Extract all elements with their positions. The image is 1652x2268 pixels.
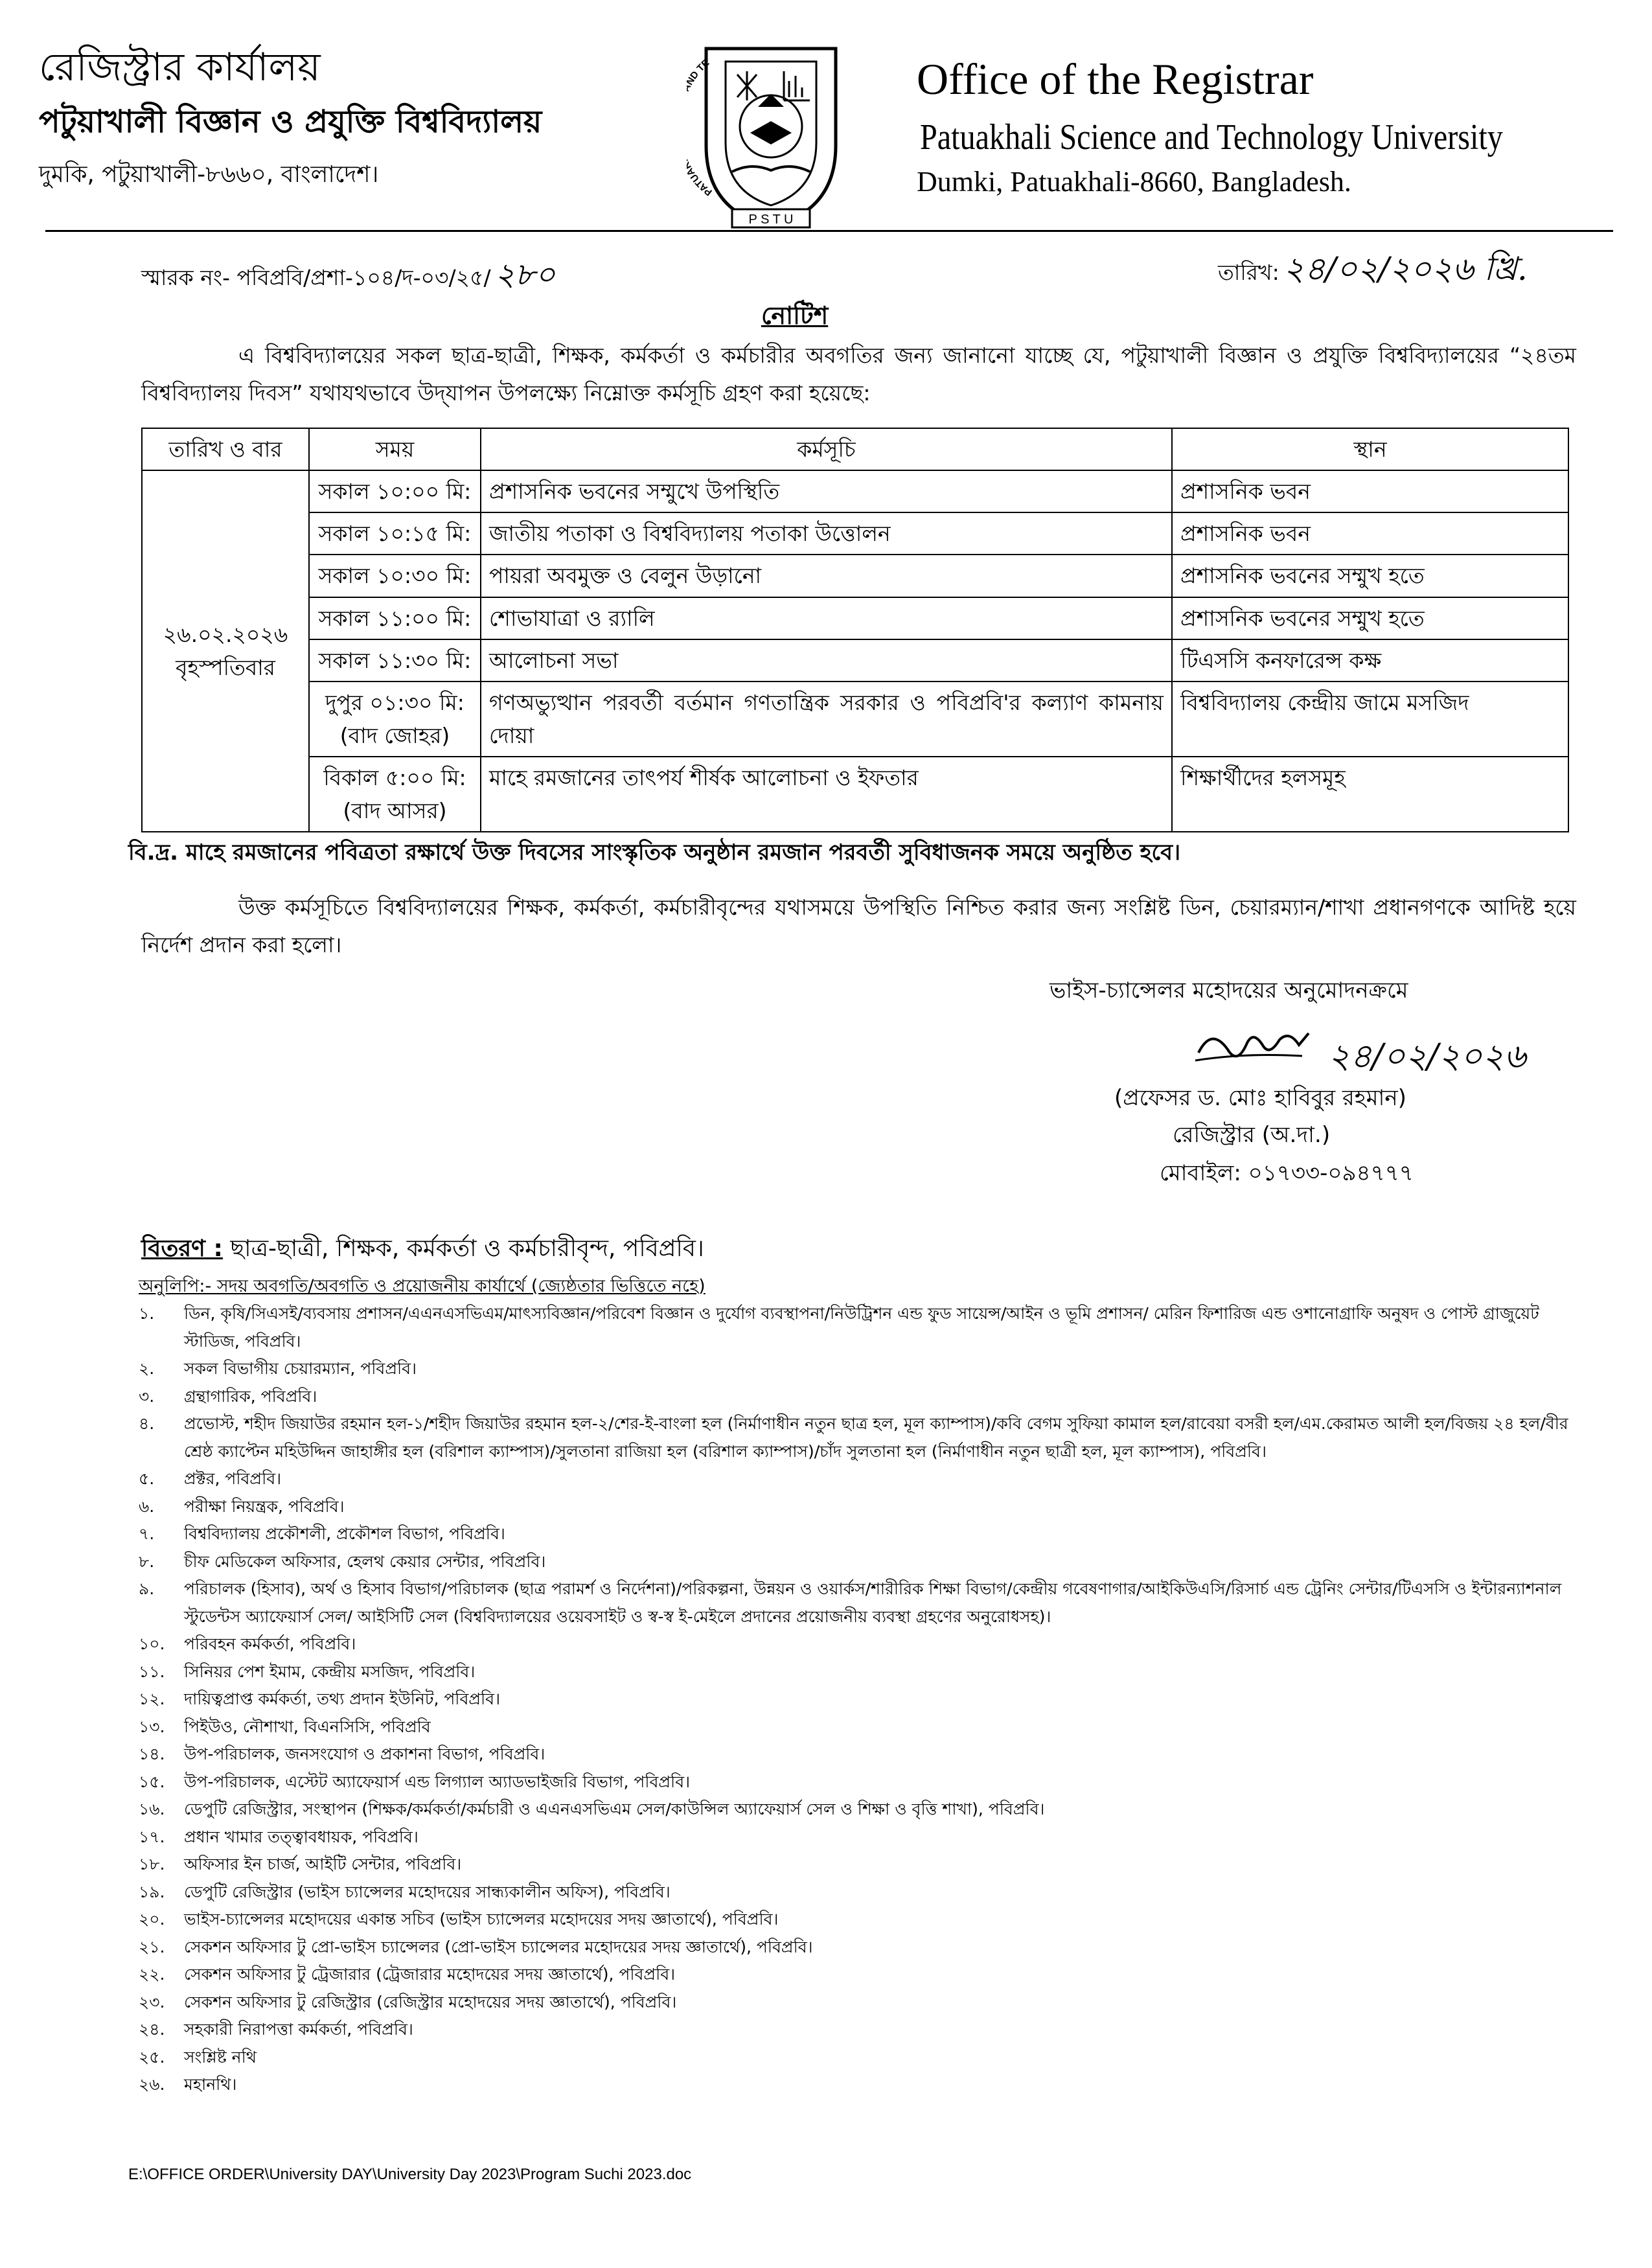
copy-heading: অনুলিপি:- সদয় অবগতি/অবগতি ও প্রয়োজনীয় কার্যার্থে (জ্যেষ্ঠতার ভিত্তিতে নহে): [139, 1276, 706, 1296]
list-item: ২৬. মহানথি।: [139, 2075, 237, 2094]
memo-date: [1218, 245, 1528, 299]
venue-cell: প্রশাসনিক ভবনের সম্মুখ হতে: [1172, 555, 1568, 597]
notice-intro: এ বিশ্ববিদ্যালয়ের সকল ছাত্র-ছাত্রী, শিক্ষক, কর্মকর্তা ও কর্মচারীর অবগতির জন্য জানানো যাচ্ছে যে, পটুয়াখালী বিজ্ঞান ও প্রযুক্তি বিশ্ববিদ্যালয়ের “২৪তম বিশ্ববিদ্যালয় দিবস” যথাযথভাবে উদ্‌যাপন উপলক্ষ্যে নিম্নোক্ত কর্মসূচি গ্রহণ করা হয়েছে:: [141, 343, 1576, 406]
memo-ref-number: ২৮০: [494, 257, 556, 293]
signature-date: ২৪/০২/২০২৬: [1328, 1037, 1526, 1076]
time-cell: সকাল ১০:৩০ মি:: [309, 555, 481, 597]
time-cell: [309, 757, 481, 832]
notice-title: নোটিশ: [761, 301, 829, 330]
instruction-text: উক্ত কর্মসূচিতে বিশ্ববিদ্যালয়ের শিক্ষক, কর্মকর্তা, কর্মচারীবৃন্দের যথাসময়ে উপস্থিতি নিশ্চিত করার জন্য সংশ্লিষ্ট ডিন, চেয়ারম্যান/শাখা প্রধানগণকে আদিষ্ট হয়ে নির্দেশ প্রদান করা হলো।: [141, 895, 1576, 957]
signatory-name: (প্রফেসর ড. মোঃ হাবিবুর রহমান): [1114, 1085, 1406, 1111]
en-office-title: Office of the Registrar: [917, 54, 1314, 104]
table-row: [142, 597, 1568, 639]
list-item: ১. ডিন, কৃষি/সিএসই/ব্যবসায় প্রশাসন/এএনএসভিএম/মাৎস্যবিজ্ঞান/পরিবেশ বিজ্ঞান ও দুর্যোগ ব্যবস্থাপনা/নিউট্রিশন এন্ড ফুড সায়েন্স/আইন ও ভূমি প্রশাসন/ মেরিন ফিশারিজ এন্ড ওশানোগ্রাফি অনুষদ ও পোস্ট গ্রাজুয়েট স্টাডিজ, পবিপ্রবি।: [139, 1304, 1539, 1351]
en-university-name: Patuakhali Science and Technology University: [920, 117, 1503, 157]
list-item: ১৭. প্রধান খামার তত্ত্বাবধায়ক, পবিপ্রবি।: [139, 1827, 419, 1846]
col-header-venue: স্থান: [1172, 428, 1568, 470]
list-item: ২৫. সংশ্লিষ্ট নথি: [139, 2047, 257, 2067]
schedule-table: [141, 428, 1569, 832]
memo-ref-label: স্মারক নং- পবিপ্রবি/প্রশা-১০৪/দ-০৩/২৫/: [141, 265, 491, 290]
distribution-label: বিতরণ :: [141, 1235, 223, 1262]
table-row: [142, 639, 1568, 682]
time-cell: [309, 682, 481, 757]
memo-ref: [141, 251, 555, 303]
time-value: দুপুর ০১:৩০ মি:: [325, 689, 465, 715]
time-cell: সকাল ১০:০০ মি:: [309, 470, 481, 512]
copy-list: [139, 1300, 1583, 2099]
list-item: ১১. সিনিয়র পেশ ইমাম, কেন্দ্রীয় মসজিদ, পবিপ্রবি।: [139, 1662, 476, 1681]
list-item: ১২. দায়িত্বপ্রাপ্ত কর্মকর্তা, তথ্য প্রদান ইউনিট, পবিপ্রবি।: [139, 1690, 501, 1708]
logo-arc-text: PATU D TE: [688, 57, 715, 198]
footer-file-path: E:\OFFICE ORDER\University DAY\University Day 2023\Program Suchi 2023.doc: [128, 2166, 692, 2183]
table-row: [142, 757, 1568, 832]
list-item: ২০. ভাইস-চ্যান্সেলর মহোদয়ের একান্ত সচিব (ভাইস চ্যান্সেলর মহোদয়ের সদয় জ্ঞাতার্থে), পবিপ্রবি।: [139, 1910, 779, 1929]
col-header-date: তারিখ ও বার: [142, 428, 309, 470]
signatory-designation: রেজিস্ট্রার (অ.দা.): [1173, 1122, 1331, 1148]
table-row: [142, 682, 1568, 757]
university-logo-icon: [687, 36, 855, 230]
memo-date-value: ২৪/০২/২০২৬ খ্রি.: [1283, 250, 1528, 288]
program-cell: শোভাযাত্রা ও র‍্যালি: [481, 597, 1172, 639]
venue-cell: শিক্ষার্থীদের হলসমূহ: [1172, 757, 1568, 832]
table-row: [142, 555, 1568, 597]
header-divider: [45, 230, 1613, 232]
time-cell: সকাল ১১:০০ মি:: [309, 597, 481, 639]
venue-cell: প্রশাসনিক ভবন: [1172, 470, 1568, 512]
time-value: বিকাল ৫:০০ মি:: [323, 765, 466, 791]
list-item: ৮. চীফ মেডিকেল অফিসার, হেলথ কেয়ার সেন্টার, পবিপ্রবি।: [139, 1552, 546, 1571]
venue-cell: টিএসসি কনফারেন্স কক্ষ: [1172, 639, 1568, 682]
program-cell: জাতীয় পতাকা ও বিশ্ববিদ্যালয় পতাকা উত্তোলন: [481, 512, 1172, 555]
list-item: ৯. পরিচালক (হিসাব), অর্থ ও হিসাব বিভাগ/পরিচালক (ছাত্র পরামর্শ ও নির্দেশনা)/পরিকল্পনা, উন্নয়ন ও ওয়ার্কস/শারীরিক শিক্ষা বিভাগ/কেন্দ্রীয় গবেষণাগার/আইকিউএসি/রিসার্চ এন্ড ট্রেনিং সেন্টার/টিএসসি ও ইন্টারন্যাশনাল স্টুডেন্টস অ্যাফেয়ার্স সেল/ আইসিটি সেল (বিশ্ববিদ্যালয়ের ওয়েবসাইট ও স্ব-স্ব ই-মেইলে প্রদানের প্রয়োজনীয় ব্যবস্থা গ্রহণের অনুরোধসহ)।: [139, 1579, 1562, 1626]
bn-office-title: রেজিস্ট্রার কার্যালয়: [39, 45, 321, 90]
university-logo: [687, 36, 855, 230]
bn-university-name: পটুয়াখালী বিজ্ঞান ও প্রযুক্তি বিশ্ববিদ্যালয়: [39, 104, 542, 140]
venue-cell: প্রশাসনিক ভবনের সম্মুখ হতে: [1172, 597, 1568, 639]
list-item: ১৯. ডেপুটি রেজিস্ট্রার (ভাইস চ্যান্সেলর মহোদয়ের সান্ধ্যকালীন অফিস), পবিপ্রবি।: [139, 1882, 671, 1901]
event-day: বৃহস্পতিবার: [176, 655, 275, 681]
list-item: ৩. গ্রন্থাগারিক, পবিপ্রবি।: [139, 1386, 317, 1406]
list-item: ২২. সেকশন অফিসার টু ট্রেজারার (ট্রেজারার মহোদয়ের সদয় জ্ঞাতার্থে), পবিপ্রবি।: [139, 1965, 676, 1984]
distribution: [141, 1231, 704, 1270]
program-cell: মাহে রমজানের তাৎপর্য শীর্ষক আলোচনা ও ইফতার: [481, 757, 1172, 832]
list-item: ২১. সেকশন অফিসার টু প্রো-ভাইস চ্যান্সেলর (প্রো-ভাইস চ্যান্সেলর মহোদয়ের সদয় জ্ঞাতার্থে), পবিপ্রবি।: [139, 1937, 813, 1956]
list-item: ১০. পরিবহন কর্মকর্তা, পবিপ্রবি।: [139, 1634, 356, 1653]
venue-cell: বিশ্ববিদ্যালয় কেন্দ্রীয় জামে মসজিদ: [1172, 682, 1568, 757]
table-row: [142, 512, 1568, 555]
program-cell: গণঅভ্যুত্থান পরবর্তী বর্তমান গণতান্ত্রিক সরকার ও পবিপ্রবি'র কল্যাণ কামনায় দোয়া: [481, 682, 1172, 757]
distribution-text: ছাত্র-ছাত্রী, শিক্ষক, কর্মকর্তা ও কর্মচারীবৃন্দ, পবিপ্রবি।: [230, 1235, 704, 1262]
time-note: (বাদ জোহর): [339, 722, 450, 748]
col-header-time: সময়: [309, 428, 481, 470]
program-cell: প্রশাসনিক ভবনের সম্মুখে উপস্থিতি: [481, 470, 1172, 512]
signatory-mobile: মোবাইল: ০১৭৩৩-০৯৪৭৭৭: [1160, 1160, 1414, 1186]
event-date: ২৬.০২.২০২৬: [163, 622, 288, 648]
venue-cell: প্রশাসনিক ভবন: [1172, 512, 1568, 555]
memo-date-label: তারিখ:: [1218, 260, 1279, 285]
program-cell: পায়রা অবমুক্ত ও বেলুন উড়ানো: [481, 555, 1172, 597]
time-note: (বাদ আসর): [343, 798, 447, 824]
list-item: ৭. বিশ্ববিদ্যালয় প্রকৌশলী, প্রকৌশল বিভাগ, পবিপ্রবি।: [139, 1524, 505, 1543]
list-item: ৬. পরীক্ষা নিয়ন্ত্রক, পবিপ্রবি।: [139, 1496, 345, 1516]
time-cell: সকাল ১১:৩০ মি:: [309, 639, 481, 682]
nb-note: বি.দ্র. মাহে রমজানের পবিত্রতা রক্ষার্থে উক্ত দিবসের সাংস্কৃতিক অনুষ্ঠান রমজান পরবর্তী সুবিধাজনক সময়ে অনুষ্ঠিত হবে।: [128, 840, 1181, 865]
list-item: ২৩. সেকশন অফিসার টু রেজিস্ট্রার (রেজিস্ট্রার মহোদয়ের সদয় জ্ঞাতার্থে), পবিপ্রবি।: [139, 1992, 677, 2011]
time-cell: সকাল ১০:১৫ মি:: [309, 512, 481, 555]
list-item: ১৩. পিইউও, নৌশাখা, বিএনসিসি, পবিপ্রবি: [139, 1717, 431, 1736]
list-item: ১৬. ডেপুটি রেজিস্ট্রার, সংস্থাপন (শিক্ষক/কর্মকর্তা/কর্মচারী ও এএনএসভিএম সেল/কাউন্সিল অ্যাফেয়ার্স সেল ও শিক্ষা ও বৃত্তি শাখা), পবিপ্রবি।: [139, 1800, 1045, 1818]
table-row: [142, 470, 1568, 512]
approval-line: ভাইস-চ্যান্সেলর মহোদয়ের অনুমোদনক্রমে: [1050, 978, 1408, 1003]
list-item: ৪. প্রভোস্ট, শহীদ জিয়াউর রহমান হল-১/শহীদ জিয়াউর রহমান হল-২/শের-ই-বাংলা হল (নির্মাণাধীন নতুন ছাত্র হল, মূল ক্যাম্পাস)/কবি বেগম সুফিয়া কামাল হল/রাবেয়া বসরী হল/এম.কেরামত আলী হল/বিজয় ২৪ হল/বীর শ্রেষ্ঠ ক্যাপ্টেন মহিউদ্দিন জাহাঙ্গীর হল (বরিশাল ক্যাম্পাস)/সুলতানা রাজিয়া হল (বরিশাল ক্যাম্পাস)/চাঁদ সুলতানা হল (নির্মাণাধীন নতুন ছাত্রী হল, মূল ক্যাম্পাস), পবিপ্রবি।: [139, 1414, 1568, 1461]
bn-address: দুমকি, পটুয়াখালী-৮৬৬০, বাংলাদেশ।: [39, 161, 379, 188]
schedule-header-row: [142, 428, 1568, 470]
list-item: ২৪. সহকারী নিরাপত্তা কর্মকর্তা, পবিপ্রবি।: [139, 2020, 413, 2039]
en-address: Dumki, Patuakhali-8660, Bangladesh.: [917, 166, 1351, 198]
list-item: ১৪. উপ-পরিচালক, জনসংযোগ ও প্রকাশনা বিভাগ, পবিপ্রবি।: [139, 1745, 545, 1763]
list-item: ১৮. অফিসার ইন চার্জ, আইটি সেন্টার, পবিপ্রবি।: [139, 1855, 462, 1873]
list-item: ১৫. উপ-পরিচালক, এস্টেট অ্যাফেয়ার্স এন্ড লিগ্যাল অ্যাডভাইজরি বিভাগ, পবিপ্রবি।: [139, 1772, 691, 1791]
list-item: ২. সকল বিভাগীয় চেয়ারম্যান, পবিপ্রবি।: [139, 1359, 417, 1378]
col-header-program: কর্মসূচি: [481, 428, 1172, 470]
program-cell: আলোচনা সভা: [481, 639, 1172, 682]
date-cell: [142, 470, 309, 832]
svg-text:P S T U: P S T U: [748, 212, 794, 227]
list-item: ৫. প্রক্টর, পবিপ্রবি।: [139, 1469, 282, 1488]
